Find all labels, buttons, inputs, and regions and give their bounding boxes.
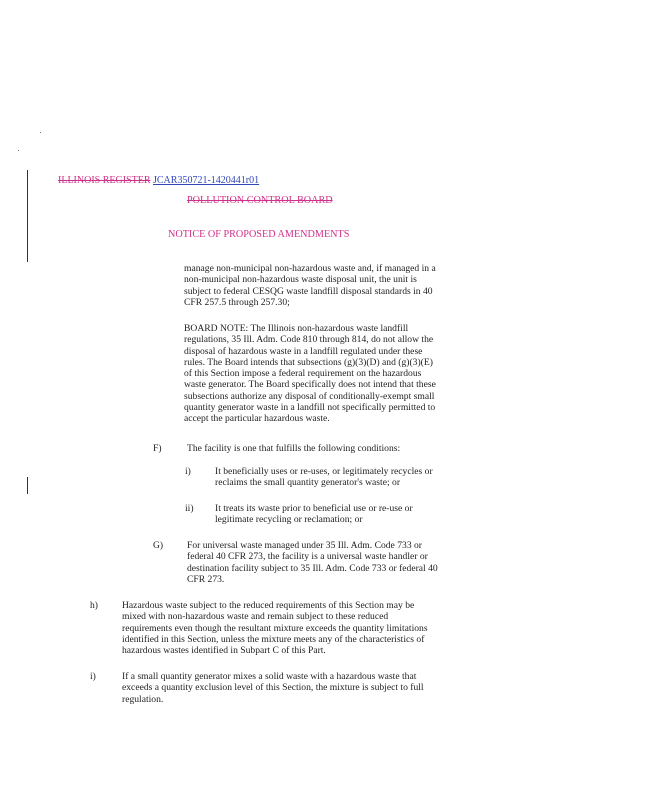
subsection-label-F: F) [153, 443, 162, 454]
text-line: destination facility subject to 35 Ill. Adm. Code 733 or federal 40 [187, 562, 438, 574]
text-line: exceeds a quantity exclusion level of this Section, the mixture is subject to full [122, 682, 424, 694]
text-line: rules. The Board intends that subsections (g)(3)(D) and (g)(3)(E) [184, 356, 433, 368]
text-line: non-municipal non-hazardous waste disposal unit, the unit is [184, 274, 417, 286]
board-note [184, 323, 436, 425]
scan-speck [40, 132, 41, 133]
text-line: quantity generator waste in a landfill not specifically permitted to [184, 402, 436, 414]
text-line: It beneficially uses or re-uses, or legitimately recycles or [215, 466, 433, 477]
text-line: CFR 273. [187, 573, 225, 585]
text-line: For universal waste managed under 35 Ill. Adm. Code 733 or [187, 540, 422, 551]
item-label-ii: ii) [185, 503, 194, 514]
text-line: subsections authorize any disposal of conditionally-exempt small [184, 390, 435, 402]
text-line: accept the particular hazardous waste. [184, 413, 330, 425]
change-bar-top [27, 170, 28, 262]
notice-heading: NOTICE OF PROPOSED AMENDMENTS [168, 229, 350, 240]
item-i-text [215, 466, 433, 489]
item-label-i: i) [185, 466, 191, 477]
continuation-paragraph [184, 263, 436, 308]
text-line: CFR 257.5 through 257.30; [184, 296, 290, 308]
text-line: waste generator. The Board specifically does not intend that these [184, 379, 436, 391]
text-line: regulation. [122, 693, 164, 705]
text-line: disposal of hazardous waste in a landfill regulated under these [184, 345, 423, 357]
subsection-h-text [122, 600, 428, 656]
text-line: mixed with non-hazardous waste and remain subject to these reduced [122, 611, 389, 623]
text-line: regulations, 35 Ill. Adm. Code 810 through 814, do not allow the [184, 334, 434, 346]
text-line: subject to federal CESQG waste landfill disposal standards in 40 [184, 285, 433, 297]
register-title-struck: ILLINOIS REGISTER [58, 175, 151, 186]
text-line: federal 40 CFR 273, the facility is a universal waste handler or [187, 551, 428, 563]
agency-heading: POLLUTION CONTROL BOARD [187, 195, 333, 206]
register-code-inserted: JCAR350721-1420441r01 [153, 175, 260, 186]
text-line: BOARD NOTE: The Illinois non-hazardous waste landfill [184, 323, 409, 334]
text-line: identified in this Section, unless the mixture meets any of the characteristics of [122, 633, 425, 645]
subsection-i-text [122, 671, 424, 705]
text-line: reclaims the small quantity generator's waste; or [215, 477, 401, 489]
text-line: If a small quantity generator mixes a solid waste with a hazardous waste that [122, 671, 417, 682]
subsection-label-h: h) [90, 600, 98, 611]
item-ii-text [215, 503, 413, 526]
subsection-G-text [187, 540, 438, 585]
text-line: requirements even though the resultant mixture exceeds the quantity limitations [122, 622, 428, 634]
scan-speck [18, 150, 19, 151]
register-header [58, 175, 259, 186]
change-bar-middle [27, 477, 28, 494]
text-line: It treats its waste prior to beneficial use or re-use or [215, 503, 413, 514]
text-line: legitimate recycling or reclamation; or [215, 514, 363, 526]
text-line: hazardous wastes identified in Subpart C of this Part. [122, 645, 326, 657]
subsection-label-G: G) [153, 540, 164, 551]
text-line: Hazardous waste subject to the reduced requirements of this Section may be [122, 600, 415, 611]
text-line: manage non-municipal non-hazardous waste and, if managed in a [184, 263, 436, 274]
subsection-F-text: The facility is one that fulfills the following conditions: [187, 443, 401, 454]
text-line: of this Section impose a federal requirement on the hazardous [184, 368, 422, 380]
subsection-label-i: i) [90, 671, 96, 682]
